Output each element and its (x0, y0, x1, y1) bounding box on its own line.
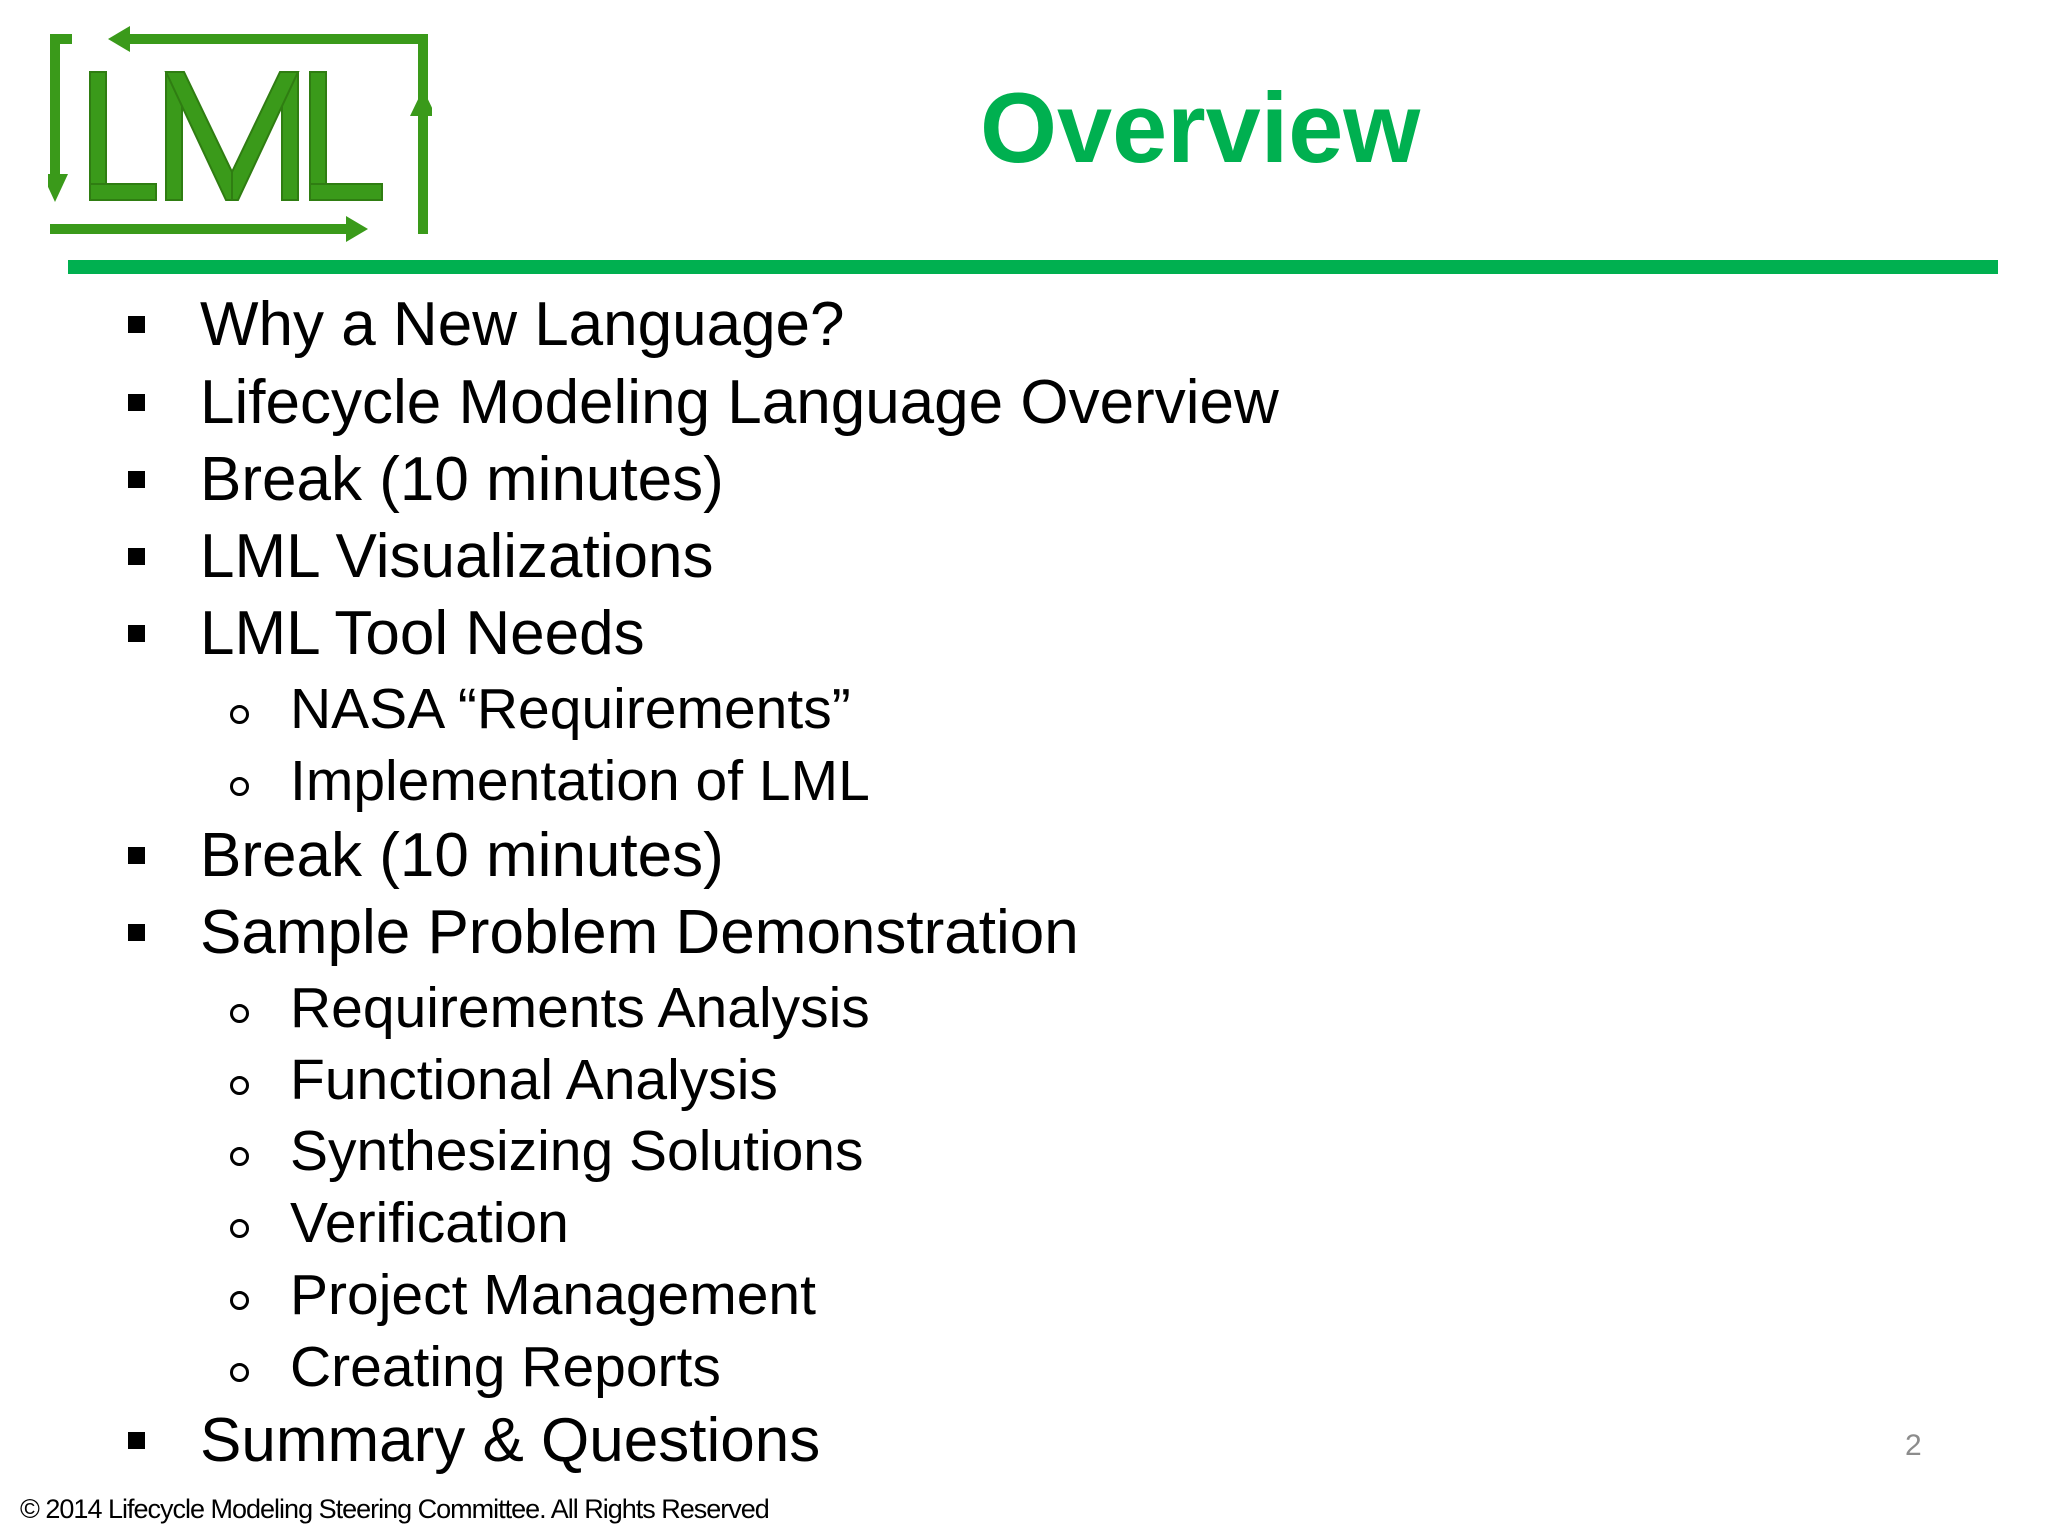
slide-title: Overview (980, 72, 1421, 183)
agenda-subitem: Project Management (290, 1263, 816, 1327)
copyright-notice: © 2014 Lifecycle Modeling Steering Committee. All Rights Reserved (20, 1494, 769, 1524)
agenda-item: Break (10 minutes) (200, 821, 724, 890)
agenda-item: Summary & Questions (200, 1406, 821, 1475)
agenda-subitem: Creating Reports (290, 1335, 721, 1399)
agenda-item: LML Tool Needs (200, 599, 645, 668)
agenda-subitem: Functional Analysis (290, 1048, 778, 1112)
agenda-item: Lifecycle Modeling Language Overview (200, 368, 1279, 437)
agenda-subitem: NASA “Requirements” (290, 677, 851, 741)
page-number: 2 (1905, 1429, 1922, 1462)
agenda-item: Sample Problem Demonstration (200, 898, 1079, 967)
agenda-subitem: Implementation of LML (290, 749, 870, 813)
agenda-item: Break (10 minutes) (200, 445, 724, 514)
agenda-subitem: Requirements Analysis (290, 976, 870, 1040)
agenda-item: Why a New Language? (200, 290, 845, 359)
agenda-item: LML Visualizations (200, 522, 714, 591)
agenda-subitem: Synthesizing Solutions (290, 1119, 864, 1183)
agenda-subitem: Verification (290, 1191, 569, 1255)
